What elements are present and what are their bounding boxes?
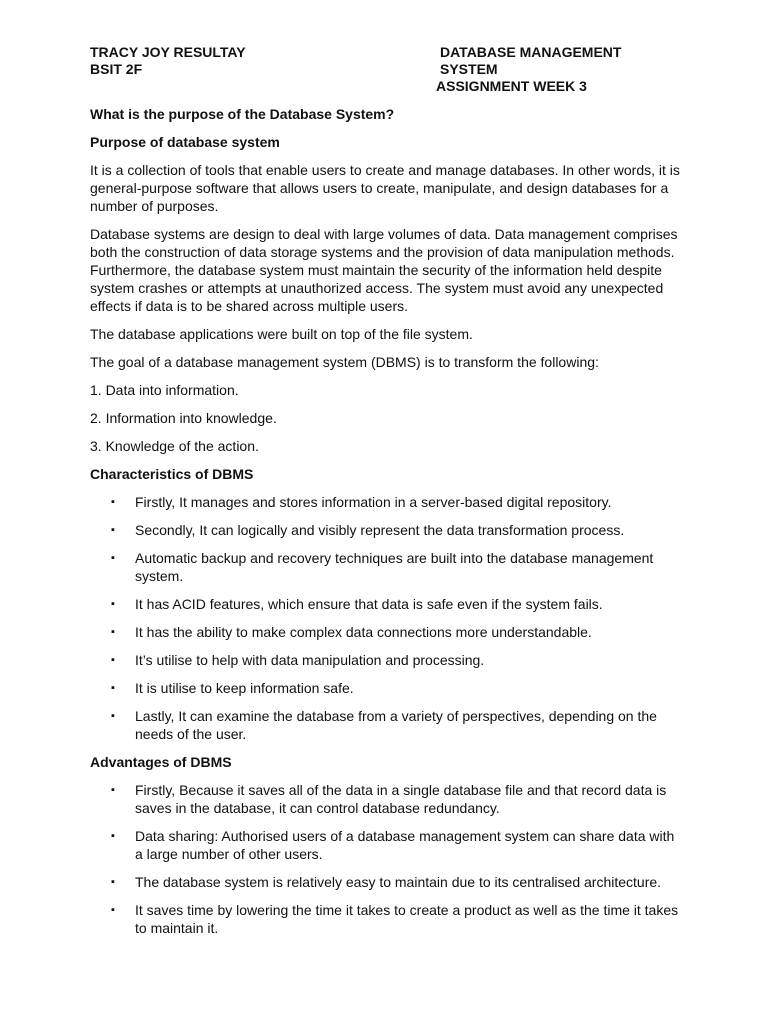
course-info bbox=[436, 44, 680, 95]
student-info bbox=[90, 44, 246, 95]
list-item bbox=[90, 901, 680, 937]
purpose-paragraph: The database applications were built on top of the file system. bbox=[90, 326, 473, 342]
purpose-paragraph: It is a collection of tools that enable users to create and manage databases. In other words, it is general-purpose software that allows users to create, manipulate, and design databases for a number of purposes. bbox=[90, 162, 680, 214]
document-header bbox=[90, 44, 680, 95]
purpose-paragraph: The goal of a database management system (DBMS) is to transform the following: bbox=[90, 354, 599, 370]
bullet-icon: ▪ bbox=[111, 524, 115, 536]
bullet-icon: ▪ bbox=[111, 496, 115, 508]
advantages-heading: Advantages of DBMS bbox=[90, 754, 232, 770]
list-item bbox=[90, 873, 680, 891]
goal-item: 2. Information into knowledge. bbox=[90, 410, 277, 426]
bullet-icon: ▪ bbox=[111, 626, 115, 638]
list-item bbox=[90, 549, 680, 585]
purpose-heading: Purpose of database system bbox=[90, 134, 280, 150]
list-item bbox=[90, 781, 680, 817]
characteristics-list bbox=[90, 493, 680, 743]
purpose-paragraph: Database systems are design to deal with large volumes of data. Data management comprises both the construction of data storage systems and the provision of data manipulation methods. Furthermore, the database system must maintain the security of the information held despite system crashes or attempts at unauthorized access. The system must avoid any unexpected effects if data is to be shared across multiple users. bbox=[90, 226, 678, 314]
list-item-text: It saves time by lowering the time it takes to create a product as well as the time it takes to maintain it. bbox=[135, 902, 679, 936]
list-item-text: Secondly, It can logically and visibly represent the data transformation process. bbox=[135, 522, 625, 538]
list-item-text: The database system is relatively easy to maintain due to its centralised architecture. bbox=[135, 874, 662, 890]
list-item bbox=[90, 679, 680, 697]
list-item-text: It has ACID features, which ensure that data is safe even if the system fails. bbox=[135, 596, 603, 612]
document-page bbox=[90, 44, 680, 947]
list-item-text: Firstly, Because it saves all of the data in a single database file and that record data is saves in the database, it can control database redundancy. bbox=[135, 782, 667, 816]
list-item bbox=[90, 493, 680, 511]
student-name: TRACY JOY RESULTAY bbox=[90, 44, 246, 60]
student-section: BSIT 2F bbox=[90, 61, 143, 77]
bullet-icon: ▪ bbox=[111, 552, 115, 564]
list-item bbox=[90, 595, 680, 613]
list-item-text: Firstly, It manages and stores information in a server-based digital repository. bbox=[135, 494, 612, 510]
list-item-text: Lastly, It can examine the database from a variety of perspectives, depending on the needs of the user. bbox=[135, 708, 657, 742]
bullet-icon: ▪ bbox=[111, 682, 115, 694]
list-item-text: Automatic backup and recovery techniques are built into the database management system. bbox=[135, 550, 654, 584]
list-item-text: It is utilise to keep information safe. bbox=[135, 680, 354, 696]
list-item bbox=[90, 521, 680, 539]
question-heading: What is the purpose of the Database System? bbox=[90, 106, 395, 122]
list-item bbox=[90, 623, 680, 641]
list-item-text: It has the ability to make complex data connections more understandable. bbox=[135, 624, 592, 640]
assignment-title: ASSIGNMENT WEEK 3 bbox=[436, 78, 587, 94]
list-item-text: Data sharing: Authorised users of a database management system can share data with a large number of other users. bbox=[135, 828, 675, 862]
advantages-list bbox=[90, 781, 680, 937]
goal-item: 1. Data into information. bbox=[90, 382, 239, 398]
bullet-icon: ▪ bbox=[111, 904, 115, 916]
bullet-icon: ▪ bbox=[111, 710, 115, 722]
bullet-icon: ▪ bbox=[111, 654, 115, 666]
bullet-icon: ▪ bbox=[111, 598, 115, 610]
goal-item: 3. Knowledge of the action. bbox=[90, 438, 259, 454]
bullet-icon: ▪ bbox=[111, 784, 115, 796]
list-item bbox=[90, 827, 680, 863]
bullet-icon: ▪ bbox=[111, 876, 115, 888]
list-item bbox=[90, 651, 680, 669]
list-item-text: It’s utilise to help with data manipulation and processing. bbox=[135, 652, 485, 668]
bullet-icon: ▪ bbox=[111, 830, 115, 842]
characteristics-heading: Characteristics of DBMS bbox=[90, 466, 254, 482]
course-title: DATABASE MANAGEMENT SYSTEM bbox=[440, 44, 622, 77]
list-item bbox=[90, 707, 680, 743]
